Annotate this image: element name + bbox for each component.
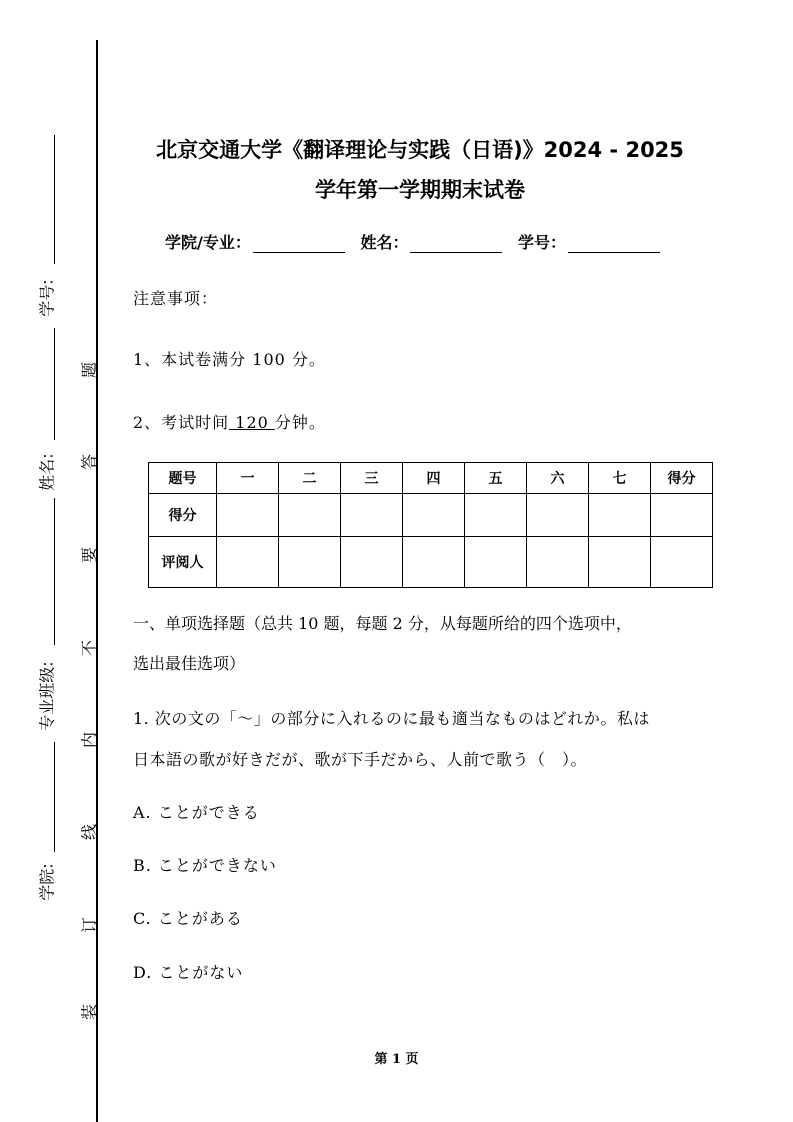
row-label: 评阅人 [149, 537, 217, 588]
section1-line2: 选出最佳选项） [133, 654, 246, 673]
option-b: B. ことができない [133, 856, 277, 875]
option-a: A. ことができる [133, 803, 260, 822]
college-label: 学院/专业： [165, 233, 251, 252]
margin-student-id-label: 学号: [37, 279, 57, 317]
table-header: 二 [279, 463, 341, 494]
warning-char: 订 [79, 916, 99, 934]
college-field[interactable] [253, 236, 345, 253]
id-label: 学号： [518, 233, 567, 252]
note-item-2 [133, 410, 326, 433]
warning-char: 内 [79, 731, 99, 749]
reviewer-cell[interactable] [217, 537, 279, 588]
id-field[interactable] [568, 236, 660, 253]
note-item-2-post: 分钟。 [274, 413, 326, 432]
table-header: 一 [217, 463, 279, 494]
section1-line1: 一、单项选择题（总共 10 题，每题 2 分，从每题所给的四个选项中， [133, 614, 632, 633]
score-cell[interactable] [403, 494, 465, 537]
warning-char: 要 [79, 546, 99, 564]
reviewer-cell[interactable] [341, 537, 403, 588]
reviewer-cell[interactable] [589, 537, 651, 588]
question1-line2: 日本語の歌が好きだが、歌が下手だから、人前で歌う（ ）。 [133, 750, 588, 769]
score-cell[interactable] [651, 494, 713, 537]
binding-line [96, 40, 98, 1122]
reviewer-cell[interactable] [651, 537, 713, 588]
score-cell[interactable] [279, 494, 341, 537]
warning-char: 不 [79, 639, 99, 657]
exam-duration: 120 [229, 413, 275, 432]
name-field[interactable] [410, 236, 502, 253]
note-item-2-pre: 2、考试时间 [133, 413, 230, 432]
question1-line1: 1. 次の文の「～」の部分に入れるのに最も適当なものはどれか。私は [133, 709, 650, 728]
table-header: 得分 [651, 463, 713, 494]
warning-char: 装 [79, 1003, 99, 1021]
table-header: 题号 [149, 463, 217, 494]
score-cell[interactable] [589, 494, 651, 537]
notes-heading: 注意事项： [133, 289, 219, 308]
exam-title-line2: 学年第一学期期末试卷 [315, 178, 525, 202]
table-header: 七 [589, 463, 651, 494]
table-header: 五 [465, 463, 527, 494]
margin-class-label: 专业班级: [37, 661, 57, 731]
margin-name-label: 姓名: [37, 453, 57, 491]
table-row [149, 537, 713, 588]
score-table [148, 462, 713, 588]
reviewer-cell[interactable] [403, 537, 465, 588]
margin-college-label: 学院: [37, 863, 57, 901]
table-header: 三 [341, 463, 403, 494]
table-header-row [149, 463, 713, 494]
reviewer-cell[interactable] [279, 537, 341, 588]
table-header: 六 [527, 463, 589, 494]
note-item-1: 1、本试卷满分 100 分。 [133, 350, 326, 369]
name-blank [54, 328, 55, 440]
name-label: 姓名： [360, 233, 409, 252]
table-row [149, 494, 713, 537]
score-cell[interactable] [527, 494, 589, 537]
score-cell[interactable] [217, 494, 279, 537]
reviewer-cell[interactable] [527, 537, 589, 588]
option-c: C. ことがある [133, 909, 243, 928]
exam-title-line1: 北京交通大学《翻译理论与实践（日语)》2024 - 2025 [156, 138, 684, 162]
table-header: 四 [403, 463, 465, 494]
class-blank [54, 498, 55, 645]
row-label: 得分 [149, 494, 217, 537]
score-cell[interactable] [465, 494, 527, 537]
score-cell[interactable] [341, 494, 403, 537]
page-number: 第 1 页 [374, 1052, 419, 1067]
reviewer-cell[interactable] [465, 537, 527, 588]
college-blank [54, 742, 55, 852]
warning-char: 题 [79, 361, 99, 379]
student-id-blank [54, 135, 55, 264]
warning-char: 线 [79, 823, 99, 841]
option-d: D. ことがない [133, 963, 244, 982]
warning-char: 答 [79, 453, 99, 471]
student-info-line [165, 230, 670, 253]
